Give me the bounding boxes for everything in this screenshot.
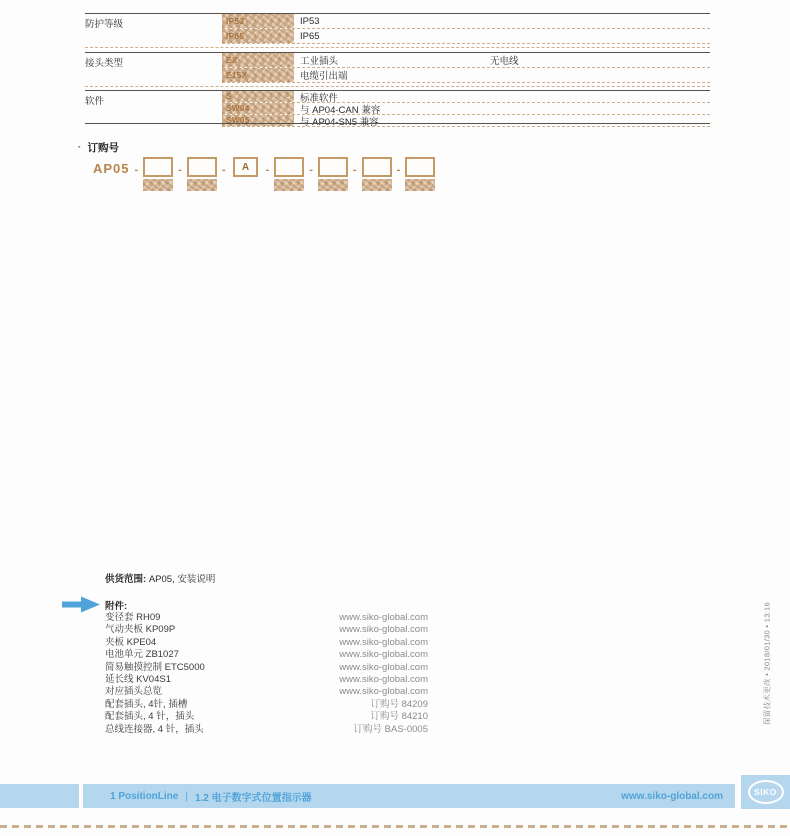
footer-divider: | <box>185 790 188 802</box>
accessory-name: 夹板 KPE04 <box>105 636 157 648</box>
order-prefix: AP05 <box>93 161 130 176</box>
order-box-noise <box>187 179 217 191</box>
order-code-cell: IP65 <box>222 29 294 43</box>
spec-desc: 电缆引出端 <box>300 71 348 82</box>
table-bottom-border <box>85 123 710 124</box>
table-row <box>222 68 710 83</box>
spec-extra: 无电线 <box>490 56 519 67</box>
accessory-link[interactable]: www.siko-global.com <box>339 673 428 685</box>
table-row <box>222 14 710 29</box>
accessory-order-number: 订购号 84209 <box>370 698 428 710</box>
page-bottom-dashed-line <box>0 825 790 828</box>
spec-group-connector <box>85 52 710 83</box>
accessory-name: 配套插头, 4针, 插槽 <box>105 698 188 710</box>
order-option-box <box>405 157 435 177</box>
order-code-cell: EX <box>222 53 294 67</box>
order-option-box <box>143 157 173 177</box>
list-item <box>105 724 428 736</box>
spec-desc: IP53 <box>300 15 320 27</box>
footer-bar <box>83 784 735 808</box>
order-box-noise <box>405 179 435 191</box>
arrow-right-icon <box>62 596 100 618</box>
list-item <box>105 624 428 636</box>
list-item <box>105 612 428 624</box>
accessory-name: 气动夹板 KP09P <box>105 624 176 636</box>
order-option-box <box>362 157 392 177</box>
table-row <box>222 29 710 44</box>
accessory-name: 简易触摸控制 ETC5000 <box>105 661 205 673</box>
spec-group-label: 接头类型 <box>85 58 124 69</box>
order-box-noise <box>318 179 348 191</box>
order-box-stack <box>143 157 173 191</box>
order-box-stack <box>187 157 217 191</box>
accessory-name: 总线连接器, 4 针，插头 <box>105 723 204 735</box>
order-separator: - <box>221 164 226 176</box>
spec-rows <box>222 53 710 83</box>
order-box-stack <box>274 157 304 191</box>
order-code-cell: IP53 <box>222 14 294 28</box>
accessory-link[interactable]: www.siko-global.com <box>339 624 428 636</box>
order-code-cell: E15X <box>222 68 294 82</box>
spec-desc: IP65 <box>300 30 320 42</box>
footer-url[interactable]: www.siko-global.com <box>621 790 723 802</box>
order-box-stack <box>231 157 261 177</box>
accessory-link[interactable]: www.siko-global.com <box>339 636 428 648</box>
spec-group-label: 防护等级 <box>85 19 124 30</box>
order-separator: - <box>178 164 182 176</box>
order-box-noise <box>362 179 392 191</box>
order-separator: - <box>309 164 313 176</box>
accessories-list <box>105 612 428 736</box>
accessory-name: 电池单元 ZB1027 <box>105 649 179 661</box>
order-code-cell: SW04 <box>222 103 294 114</box>
group-divider <box>85 86 710 87</box>
accessory-name: 对应插头总览 <box>105 686 163 698</box>
accessory-name: 变径套 RH09 <box>105 612 161 623</box>
order-separator: - <box>396 164 401 176</box>
spec-rows <box>222 14 710 44</box>
spec-desc: 与 AP04-SN5 兼容 <box>300 116 379 128</box>
accessory-order-number: 订购号 BAS-0005 <box>353 723 428 735</box>
accessory-link[interactable]: www.siko-global.com <box>339 661 428 673</box>
order-box-noise <box>274 179 304 191</box>
order-separator: - <box>134 164 139 176</box>
spec-rows <box>222 91 710 127</box>
order-code-cell: S <box>222 91 294 102</box>
accessories-heading: 附件: <box>105 601 128 612</box>
order-code-cell: SW05 <box>222 115 294 126</box>
accessory-link[interactable]: www.siko-global.com <box>339 612 428 623</box>
order-separator: - <box>352 164 357 176</box>
list-item <box>105 649 428 661</box>
list-item <box>105 662 428 674</box>
siko-logo <box>741 775 790 809</box>
order-option-box <box>274 157 304 177</box>
accessory-order-number: 订购号 84210 <box>370 711 428 723</box>
spec-table <box>85 13 710 128</box>
scope-value: AP05, 安装说明 <box>148 574 216 585</box>
order-option-box <box>187 157 217 177</box>
spec-group-protection <box>85 13 710 44</box>
footer-chapter: 1 PositionLine <box>110 790 179 802</box>
spec-group-software <box>85 90 710 127</box>
order-option-box-fixed: A <box>233 157 258 177</box>
square-bullet-icon: ▪ <box>78 144 81 151</box>
list-item <box>105 699 428 711</box>
accessory-link[interactable]: www.siko-global.com <box>339 649 428 661</box>
order-separator: - <box>265 164 270 176</box>
list-item <box>105 674 428 686</box>
table-row <box>222 115 710 127</box>
group-divider <box>85 47 710 48</box>
order-number-title: 订购号 <box>87 142 119 154</box>
order-box-stack <box>405 157 435 191</box>
scope-label: 供货范围: <box>105 574 147 585</box>
spec-group-label: 软件 <box>85 96 105 107</box>
order-option-box <box>318 157 348 177</box>
revision-side-note: 保留技术更改 • 2018/01/30 • 13:16 <box>762 602 772 725</box>
order-box-stack <box>318 157 348 191</box>
accessory-name: 配套插头, 4 针，插头 <box>105 711 195 723</box>
order-box-stack <box>362 157 392 191</box>
spec-desc: 工业插头 <box>300 56 339 67</box>
accessory-name: 延长线 KV04S1 <box>105 673 171 685</box>
siko-logo-ellipse: SIKO <box>748 780 784 804</box>
spec-desc: 与 AP04-CAN 兼容 <box>300 104 381 116</box>
order-box-noise <box>143 179 173 191</box>
order-number-heading <box>78 140 119 155</box>
list-item <box>105 686 428 698</box>
list-item <box>105 711 428 723</box>
spec-desc: 标准软件 <box>300 92 339 104</box>
table-row <box>222 53 710 68</box>
list-item <box>105 637 428 649</box>
accessory-link[interactable]: www.siko-global.com <box>339 686 428 698</box>
footer-section-title: 1.2 电子数字式位置指示器 <box>194 792 312 804</box>
scope-of-delivery <box>105 571 215 585</box>
order-number-diagram <box>93 157 435 191</box>
footer-left-block <box>0 784 79 808</box>
